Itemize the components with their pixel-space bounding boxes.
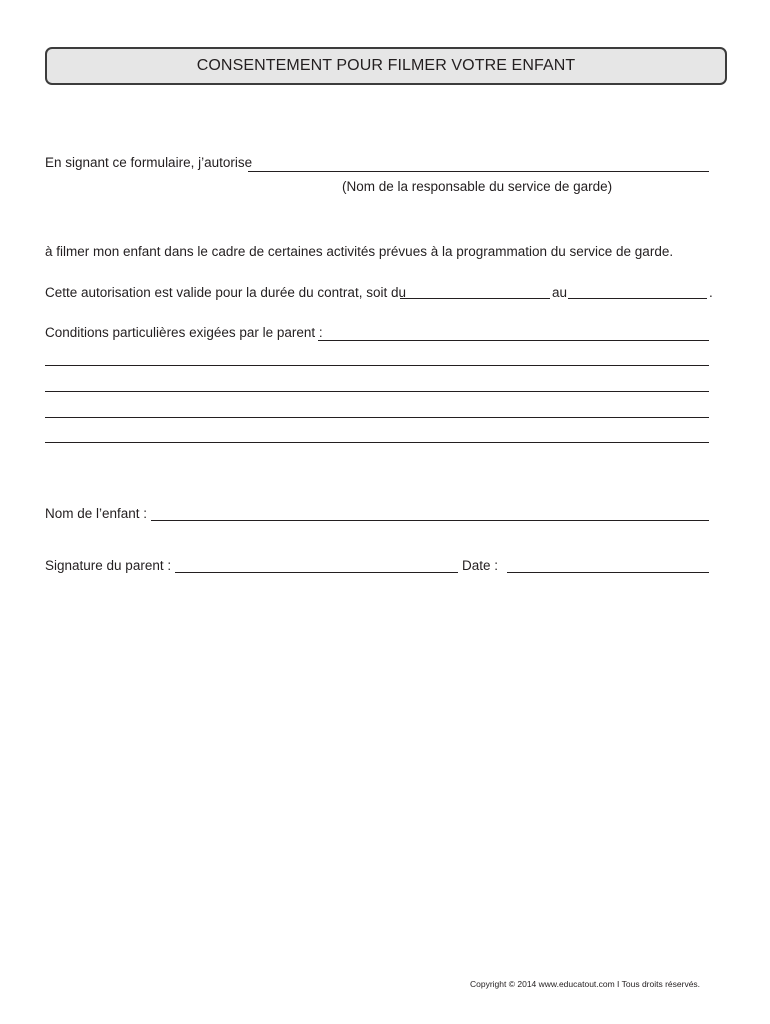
form-title: CONSENTEMENT POUR FILMER VOTRE ENFANT (196, 57, 576, 74)
signature-label: Signature du parent : (45, 558, 172, 573)
authorize-label: En signant ce formulaire, j’autorise (45, 155, 253, 170)
conditions-line-1[interactable] (318, 340, 709, 341)
validity-label: Cette autorisation est valide pour la durée du contrat, soit du (45, 285, 406, 300)
conditions-line-4[interactable] (45, 417, 709, 418)
date-label: Date : (462, 558, 499, 573)
date-field[interactable] (507, 572, 709, 573)
conditions-line-5[interactable] (45, 442, 709, 443)
conditions-line-3[interactable] (45, 391, 709, 392)
title-box (45, 47, 727, 85)
signature-field[interactable] (175, 572, 458, 573)
end-date-field[interactable] (568, 298, 707, 299)
child-name-label: Nom de l’enfant : (45, 506, 148, 521)
authorize-hint: (Nom de la responsable du service de garde) (342, 179, 613, 194)
validity-end-period: . (709, 285, 713, 300)
conditions-label: Conditions particulières exigées par le parent : (45, 325, 323, 340)
purpose-text: à filmer mon enfant dans le cadre de certaines activités prévues à la programmation du service de garde. (45, 244, 674, 259)
start-date-field[interactable] (400, 298, 550, 299)
validity-to-label: au (552, 285, 568, 300)
child-name-field[interactable] (151, 520, 709, 521)
copyright-footer: Copyright © 2014 www.educatout.com I Tous droits réservés. (470, 979, 701, 989)
conditions-line-2[interactable] (45, 365, 709, 366)
caregiver-name-field[interactable] (248, 171, 709, 172)
